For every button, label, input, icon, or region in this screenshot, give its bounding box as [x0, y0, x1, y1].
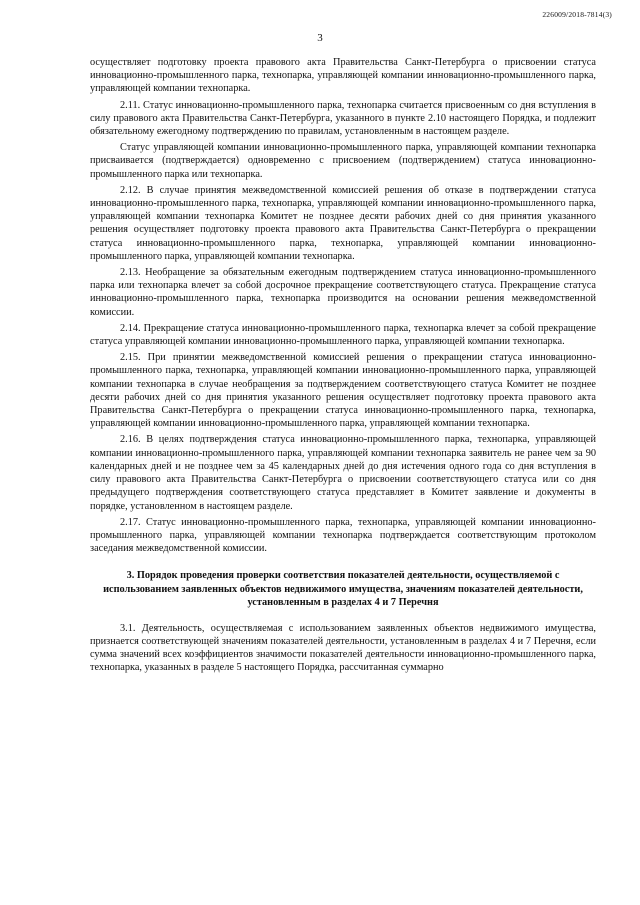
paragraph-2-11-status: Статус управляющей компании инновационно-промышленного парка, управляющей компании технопарка присваивается (подтверждается) одновременно с присвоением (подтверждением) статуса инновационно-промышленного парка или технопарка. [90, 142, 596, 180]
paragraph-2-12: 2.12. В случае принятия межведомственной комиссией решения об отказе в подтверждении статуса инновационно-промышленного парка, технопарка, управляющей компании инновационно-промышленного парка, управляющей компании технопарка Комитет не позднее десяти рабочих дней со дня принятия указанного решения осуществляет подготовку проекта правового акта Правительства Санкт-Петербурга о прекращении статуса инновационно-промышленного парка, технопарка, управляющей компании инновационно-промышленного парка, управляющей компании технопарка. [90, 184, 596, 262]
paragraph-2-16: 2.16. В целях подтверждения статуса инновационно-промышленного парка, технопарка, управляющей компании инновационно-промышленного парка, управляющей компании технопарка заявитель не ранее чем за 90 календарных дней и не позднее чем за 45 календарных дней до дня истечения одного года со дня вступления в силу правового акта Правительства Санкт-Петербурга о присвоении соответствующего статуса или со дня предыдущего подтверждения соответствующего статуса представляет в Комитет заявление и документы в порядке, установленном в настоящем разделе. [90, 434, 596, 512]
paragraph-2-14: 2.14. Прекращение статуса инновационно-промышленного парка, технопарка влечет за собой прекращение статуса управляющей компании инновационно-промышленного парка, управляющей компании технопарка. [90, 322, 596, 348]
paragraph-2-11: 2.11. Статус инновационно-промышленного парка, технопарка считается присвоенным со дня вступления в силу правового акта Правительства Санкт-Петербурга, указанного в пункте 2.10 настоящего Порядка, и подлежит обязательному ежегодному подтверждению по правилам, установленным в настоящем разделе. [90, 99, 596, 138]
paragraph-continuation: осуществляет подготовку проекта правового акта Правительства Санкт-Петербурга о присвоении статуса инновационно-промышленного парка, технопарка, управляющей компании инновационно-промышленного парка, управляющей компании технопарка. [90, 57, 596, 95]
document-body [90, 56, 596, 677]
paragraph-2-15: 2.15. При принятии межведомственной комиссией решения о прекращении статуса инновационно-промышленного парка, технопарка, управляющей компании инновационно-промышленного парка, управляющей компании технопарка в случае необращения за подтверждением соответствующего статуса Комитет не позднее десяти рабочих дней со дня принятия указанного решения осуществляет подготовку проекта правового акта Правительства Санкт-Петербурга о прекращении статуса инновационно-промышленного парка, технопарка, управляющей компании инновационно-промышленного парка, управляющей компании технопарка. [90, 352, 596, 430]
paragraph-2-13: 2.13. Необращение за обязательным ежегодным подтверждением статуса инновационно-промышленного парка или технопарка влечет за собой досрочное прекращение соответствующего статуса. Прекращение статуса инновационно-промышленного парка, технопарка производится на основании решения межведомственной комиссии. [90, 267, 596, 318]
section-title: 3. Порядок проведения проверки соответствия показателей деятельности, осуществляемой с использованием заявленных объектов недвижимого имущества, значениям показателей деятельности, установленным в разделах 4 и 7 Перечня [103, 570, 583, 609]
document-id: 226009/2018-7814(3) [542, 10, 612, 19]
paragraph-2-17: 2.17. Статус инновационно-промышленного парка, технопарка, управляющей компании инновационно-промышленного парка, управляющей компании технопарка подтверждается соответствующим протоколом заседания межведомственной комиссии. [90, 516, 596, 555]
page-number: 3 [317, 32, 323, 44]
paragraph-3-1: 3.1. Деятельность, осуществляемая с использованием заявленных объектов недвижимого имущества, признается соответствующей значениям показателей деятельности, установленным в разделах 4 и 7 Перечня, если сумма значений всех коэффициентов значимости показателей деятельности инновационно-промышленного парка, технопарка, указанных в разделе 5 настоящего Порядка, рассчитанная суммарно [90, 622, 596, 674]
